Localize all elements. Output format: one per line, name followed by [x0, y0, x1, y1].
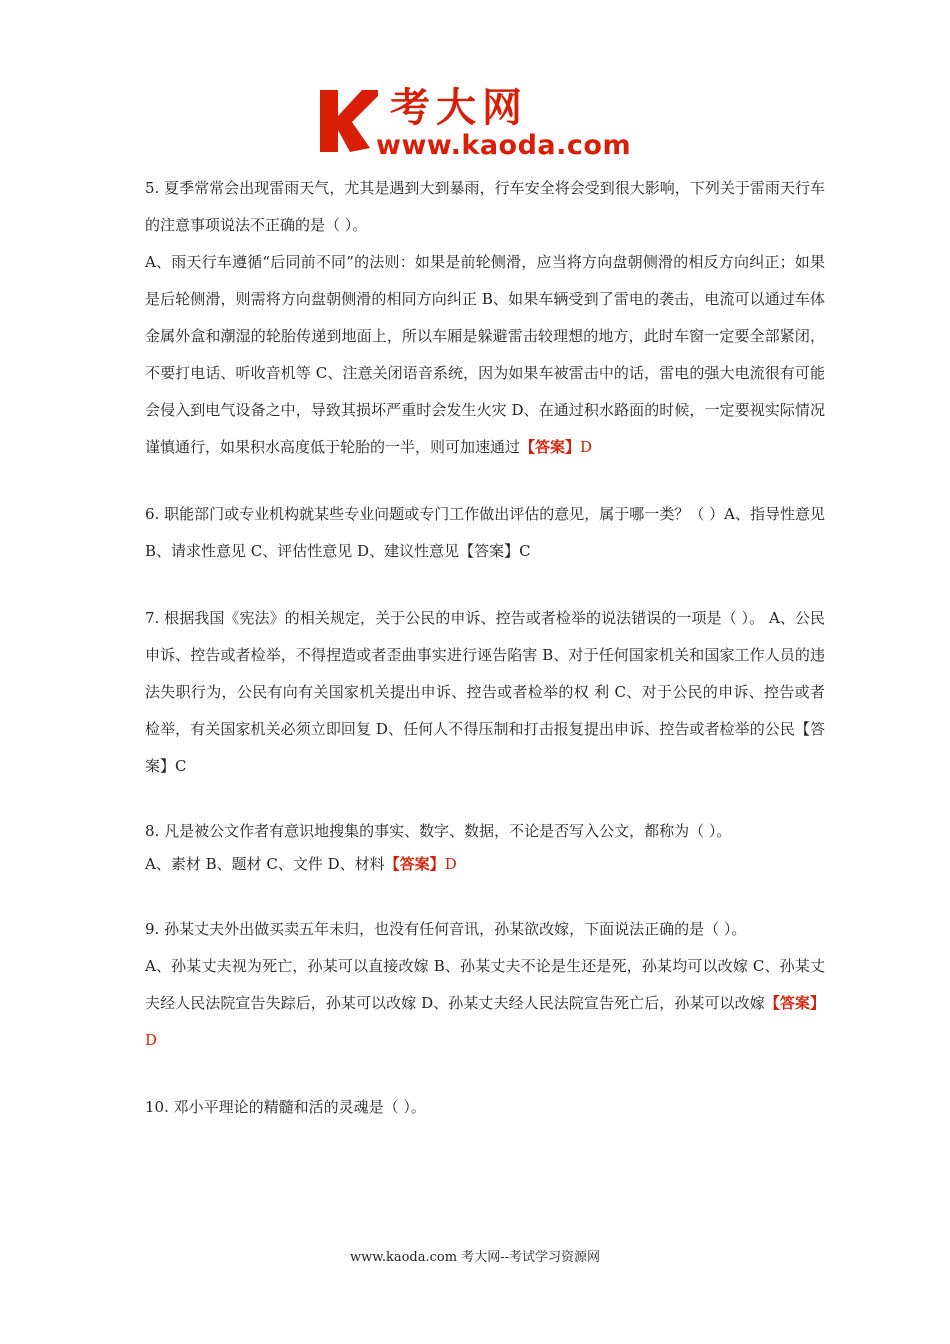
question-8-answer: D	[444, 855, 457, 873]
question-8-options: A、素材 B、题材 C、文件 D、材料	[145, 855, 385, 873]
question-5-body	[145, 244, 825, 466]
question-6	[145, 496, 825, 570]
question-5	[145, 170, 825, 466]
question-list	[145, 170, 825, 1126]
question-8-answer-label: 【答案】	[384, 855, 445, 873]
question-5-options: A、雨天行车遵循“后同前不同”的法则：如果是前轮侧滑，应当将方向盘朝侧滑的相反方向纠正；如果是后轮侧滑，则需将方向盘朝侧滑的相同方向纠正 B、如果车辆受到了雷电的袭击，电流可以通过车体金属外盒和潮湿的轮胎传递到地面上，所以车厢是躲避雷击较理想的地方，此时车窗一定要全部紧闭，不要打电话、听收音机等 C、注意关闭语音系统，因为如果车被雷击中的话，雷电的强大电流很有可能会侵入到电气设备之中，导致其损坏严重时会发生火灾 D、在通过积水路面的时候，一定要视实际情况谨慎通行，如果积水高度低于轮胎的一半，则可加速通过	[145, 253, 825, 456]
question-6-answer: C	[519, 542, 531, 560]
question-10	[145, 1089, 825, 1126]
question-5-text: 5. 夏季常常会出现雷雨天气，尤其是遇到大到暴雨，行车安全将会受到很大影响，下列关于雷雨天行车的注意事项说法不正确的是（ ）。	[145, 179, 825, 234]
question-9-answer: D	[145, 1031, 158, 1049]
logo-url: www.kaoda.com	[376, 130, 632, 161]
question-7-text: 7. 根据我国《宪法》的相关规定，关于公民的申诉、控告或者检举的说法错误的一项是（ ）。 A、公民申诉、控告或者检举，不得捏造或者歪曲事实进行诬告陷害 B、对于任何国家机关和国家工作人员的违法失职行为，公民有向有关国家机关提出申诉、控告或者检举的权 利 C、对于公民的申诉、控告或者检举，有关国家机关必须立即回复 D、任何人不得压制和打击报复提出申诉、控告或者检举的公民	[145, 609, 825, 738]
question-9-body	[145, 948, 825, 1059]
question-6-body	[145, 496, 825, 570]
question-7-answer: C	[175, 757, 187, 775]
question-10-text: 10. 邓小平理论的精髓和活的灵魂是（ ）。	[145, 1098, 426, 1116]
question-9-text: 9. 孙某丈夫外出做买卖五年未归，也没有任何音讯，孙某欲改嫁，下面说法正确的是（ ）。	[145, 920, 747, 938]
question-7	[145, 600, 825, 785]
question-8	[145, 815, 825, 881]
question-8-body	[145, 848, 825, 881]
k-logo-icon	[318, 86, 380, 156]
question-9	[145, 911, 825, 1059]
question-7-body	[145, 600, 825, 785]
question-9-options: A、孙某丈夫视为死亡，孙某可以直接改嫁 B、孙某丈夫不论是生还是死，孙某均可以改嫁 C、孙某丈夫经人民法院宣告失踪后，孙某可以改嫁 D、孙某丈夫经人民法院宣告死亡后，孙某可以改嫁	[145, 957, 825, 1012]
question-8-text: 8. 凡是被公文作者有意识地搜集的事实、数字、数据，不论是否写入公文，都称为（ ）。	[145, 822, 732, 840]
question-5-answer: D	[580, 438, 593, 456]
question-6-answer-label: 【答案】	[459, 542, 520, 560]
kaoda-logo	[318, 84, 638, 164]
question-5-answer-label: 【答案】	[520, 438, 581, 456]
logo-title: 考大网	[390, 85, 528, 131]
question-7-answer-label: 【答案】	[145, 720, 825, 775]
page-footer: www.kaoda.com 考大网--考试学习资源网	[350, 1250, 600, 1265]
question-9-answer-label: 【答案】	[764, 994, 825, 1012]
question-6-text: 6. 职能部门或专业机构就某些专业问题或专门工作做出评估的意见，属于哪一类？（ ）A、指导性意见 B、请求性意见 C、评估性意见 D、建议性意见	[145, 505, 825, 560]
